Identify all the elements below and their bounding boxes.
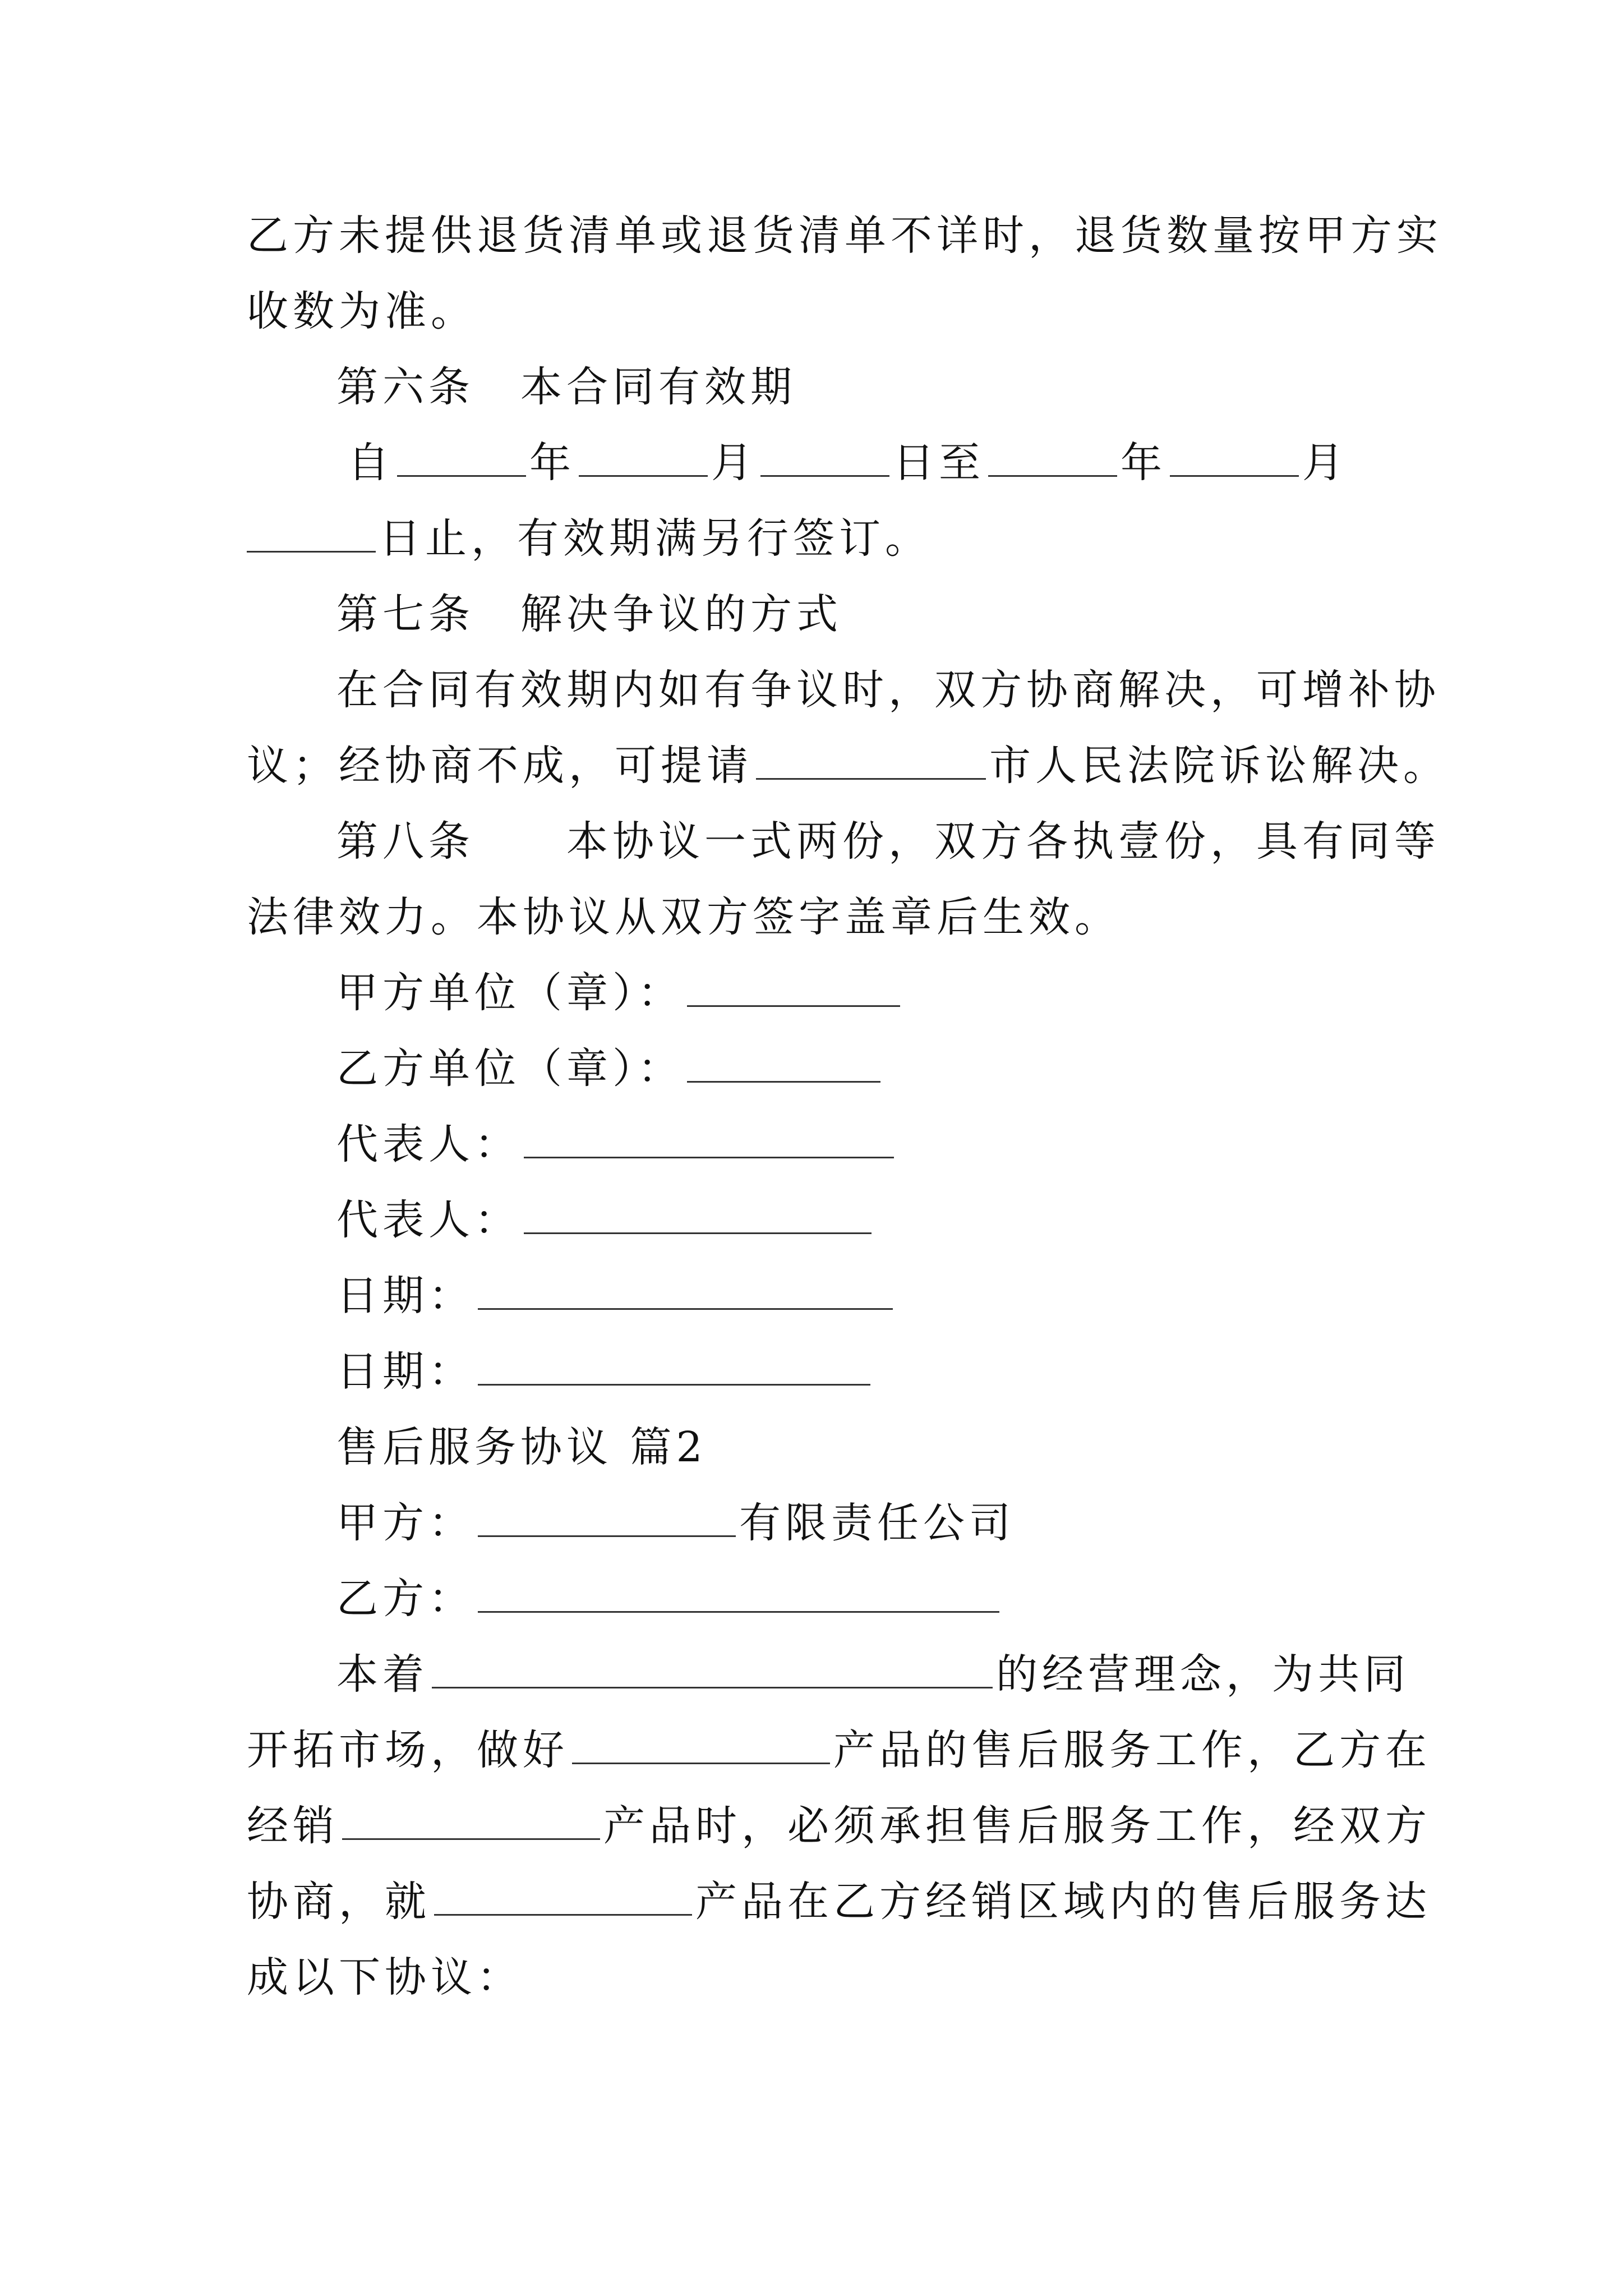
label-text: 日期： — [336, 1347, 474, 1396]
text-line — [247, 889, 1121, 945]
paragraph-text: 产品在乙方经销区域内的售后服务达 — [695, 1878, 1431, 1926]
court-city-blank — [756, 739, 986, 780]
date-a-blank — [478, 1269, 893, 1310]
day-end-blank — [247, 512, 376, 553]
product-name-blank — [572, 1723, 830, 1764]
text-line — [336, 662, 1440, 718]
text-line — [247, 738, 1449, 794]
party-a-unit-blank — [687, 966, 900, 1007]
text-line — [247, 1798, 1431, 1854]
article-6-heading — [336, 359, 796, 415]
year-start-blank — [397, 436, 526, 477]
text-line — [247, 1949, 523, 2005]
article-7-heading — [336, 586, 842, 642]
party-b-name-blank — [478, 1572, 999, 1613]
party-b-unit-line — [336, 1041, 884, 1097]
validity-period-end-line — [247, 510, 931, 567]
label-text: 年 — [1121, 439, 1166, 487]
year-end-blank — [988, 436, 1117, 477]
date-b-line — [336, 1343, 874, 1400]
label-text: 甲方： — [336, 1499, 474, 1547]
paragraph-text: 议；经协商不成，可提请 — [247, 742, 753, 790]
label-text: 代表人： — [336, 1120, 520, 1168]
article-8-line — [336, 813, 1440, 869]
representative-a-blank — [524, 1117, 894, 1158]
day-start-blank — [760, 436, 889, 477]
representative-a-line — [336, 1116, 897, 1172]
section-2-title — [336, 1419, 707, 1475]
label-text: 有限责任公司 — [739, 1499, 1015, 1547]
text-line — [336, 1646, 1410, 1703]
party-a-unit-line — [336, 965, 903, 1021]
paragraph-text: 第八条 本协议一式两份，双方各执壹份，具有同等 — [336, 817, 1440, 866]
paragraph-text: 经销 — [247, 1802, 339, 1850]
label-text: 自 — [348, 439, 394, 487]
label-text: 月 — [1302, 439, 1348, 487]
representative-b-blank — [524, 1193, 872, 1234]
paragraph-text: 日止，有效期满另行签订。 — [379, 514, 931, 563]
party-b-unit-blank — [687, 1042, 880, 1083]
representative-b-line — [336, 1192, 875, 1248]
label-text: 日期： — [336, 1272, 474, 1320]
product-name-blank — [434, 1875, 692, 1916]
label-text: 日至 — [893, 439, 985, 487]
party-a-name-blank — [478, 1496, 736, 1537]
paragraph-text: 成以下协议： — [247, 1953, 523, 2001]
party-a-line — [336, 1495, 1015, 1551]
paragraph-text: 协商，就 — [247, 1878, 431, 1926]
label-text: 代表人： — [336, 1196, 520, 1244]
heading-text: 第七条 解决争议的方式 — [336, 590, 842, 638]
label-text: 乙方单位（章）： — [336, 1045, 684, 1093]
business-philosophy-blank — [432, 1648, 993, 1688]
text-line — [247, 283, 477, 339]
text-line — [247, 1722, 1431, 1778]
paragraph-text: 法律效力。本协议从双方签字盖章后生效。 — [247, 893, 1121, 941]
heading-text: 第六条 本合同有效期 — [336, 363, 796, 411]
validity-period-line — [348, 435, 1348, 491]
heading-text: 售后服务协议 篇2 — [336, 1423, 707, 1471]
date-a-line — [336, 1268, 896, 1324]
label-text: 乙方： — [336, 1575, 474, 1623]
product-name-blank — [342, 1799, 600, 1840]
label-text: 甲方单位（章）： — [336, 969, 684, 1017]
paragraph-text: 的经营理念，为共同 — [996, 1650, 1410, 1699]
paragraph-text: 乙方未提供退货清单或退货清单不详时，退货数量按甲方实 — [247, 211, 1442, 260]
date-b-blank — [478, 1345, 870, 1386]
paragraph-text: 产品的售后服务工作，乙方在 — [833, 1726, 1431, 1774]
paragraph-text: 在合同有效期内如有争议时，双方协商解决，可增补协 — [336, 666, 1440, 714]
text-line — [247, 208, 1442, 264]
paragraph-text: 开拓市场，做好 — [247, 1726, 569, 1774]
month-start-blank — [579, 436, 708, 477]
paragraph-text: 本着 — [336, 1650, 428, 1699]
paragraph-text: 市人民法院诉讼解决。 — [989, 742, 1449, 790]
label-text: 月 — [711, 439, 757, 487]
party-b-line — [336, 1571, 1003, 1627]
paragraph-text: 产品时，必须承担售后服务工作，经双方 — [603, 1802, 1431, 1850]
label-text: 年 — [529, 439, 575, 487]
paragraph-text: 收数为准。 — [247, 287, 477, 335]
month-end-blank — [1170, 436, 1299, 477]
text-line — [247, 1874, 1431, 1930]
